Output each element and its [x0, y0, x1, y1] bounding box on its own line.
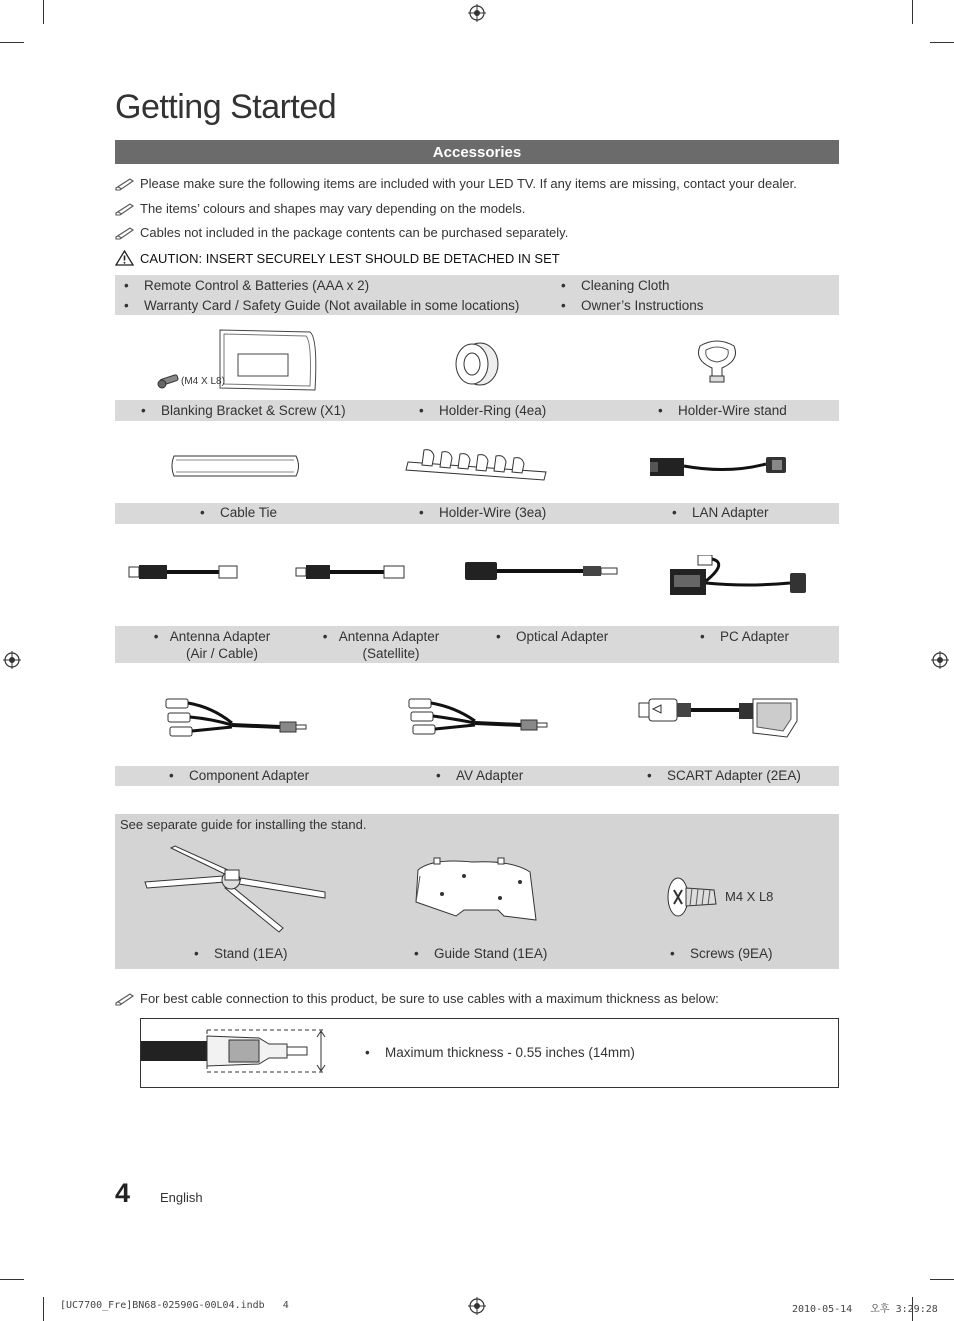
caution-line — [115, 250, 560, 266]
section-header: Accessories — [115, 140, 839, 164]
holder-wire-illustration — [404, 446, 550, 484]
item-caption: • Blanking Bracket & Screw (X1) — [141, 403, 346, 418]
cable-thickness-illustration — [141, 1026, 331, 1076]
list-item: • Remote Control & Batteries (AAA x 2) — [124, 278, 370, 293]
antenna-adapter-air-cable-illustration — [127, 560, 241, 584]
item-caption: • SCART Adapter (2EA) — [647, 768, 801, 783]
max-thickness-item: • Maximum thickness - 0.55 inches (14mm) — [365, 1045, 635, 1060]
registration-mark-icon — [3, 651, 21, 669]
stand-box-note: See separate guide for installing the stand. — [120, 817, 367, 832]
note-text: For best cable connection to this product, be sure to use cables with a maximum thickness as below: — [140, 991, 719, 1006]
item-caption-line2: (Air / Cable) — [185, 646, 258, 661]
list-item: • Owner’s Instructions — [561, 298, 704, 313]
pc-adapter-illustration — [668, 555, 810, 601]
holder-ring-illustration — [450, 340, 502, 388]
crop-mark — [0, 42, 24, 43]
crop-mark — [43, 1297, 44, 1321]
note-pencil-icon — [115, 177, 135, 191]
item-caption: • Holder-Wire stand — [658, 403, 787, 418]
av-adapter-illustration — [405, 695, 551, 741]
component-adapter-illustration — [162, 695, 310, 743]
item-caption: • PC Adapter — [700, 629, 790, 644]
lan-adapter-illustration — [648, 452, 790, 482]
crop-mark — [912, 0, 913, 24]
note-text: Please make sure the following items are included with your LED TV. If any items are missing, contact your dealer. — [140, 176, 797, 191]
antenna-adapter-satellite-illustration — [294, 560, 408, 584]
cable-tie-illustration — [170, 452, 302, 480]
registration-mark-icon — [468, 1297, 486, 1315]
note-text: The items’ colours and shapes may vary depending on the models. — [140, 201, 526, 216]
warning-triangle-icon — [115, 250, 134, 266]
page-number: 4 — [115, 1178, 131, 1208]
item-caption: • LAN Adapter — [672, 505, 769, 520]
scart-adapter-illustration — [637, 693, 801, 743]
note — [115, 225, 568, 240]
stand-screw-label: M4 X L8 — [725, 889, 774, 904]
registration-mark-icon — [931, 651, 949, 669]
item-caption: • AV Adapter — [436, 768, 524, 783]
item-caption: • Optical Adapter — [496, 629, 609, 644]
note-pencil-icon — [115, 226, 135, 240]
holder-wire-stand-illustration — [692, 338, 742, 384]
item-caption: • Holder-Ring (4ea) — [419, 403, 547, 418]
note-pencil-icon — [115, 992, 135, 1006]
crop-mark — [930, 1279, 954, 1280]
item-caption-line2: (Satellite) — [362, 646, 420, 661]
note-pencil-icon — [115, 202, 135, 216]
item-caption: • Cable Tie — [200, 505, 278, 520]
list-item: • Warranty Card / Safety Guide (Not available in some locations) — [124, 298, 520, 313]
note-text: Cables not included in the package contents can be purchased separately. — [140, 225, 569, 240]
item-caption: • Holder-Wire (3ea) — [419, 505, 547, 520]
item-caption: • Antenna Adapter — [322, 629, 440, 644]
item-caption: • Component Adapter — [169, 768, 310, 783]
crop-mark — [43, 0, 44, 24]
footer-timestamp: 2010-05-14 오후 3:29:28 — [792, 1304, 938, 1315]
item-caption: • Screws (9EA) — [670, 946, 773, 961]
item-caption: • Guide Stand (1EA) — [414, 946, 548, 961]
item-caption: • Antenna Adapter — [153, 629, 271, 644]
note — [115, 176, 797, 191]
list-item: • Cleaning Cloth — [561, 278, 670, 293]
note — [115, 201, 525, 216]
language-label: English — [160, 1190, 203, 1205]
note — [115, 991, 719, 1006]
guide-stand-illustration — [412, 856, 540, 924]
stand-illustration — [143, 842, 329, 934]
screw-illustration — [666, 876, 720, 918]
screw-label: (M4 X L8) — [181, 376, 225, 387]
page-title: Getting Started — [115, 88, 337, 126]
item-caption: • Stand (1EA) — [194, 946, 288, 961]
crop-mark — [930, 42, 954, 43]
blanking-bracket-illustration — [150, 326, 320, 394]
optical-adapter-illustration — [463, 558, 621, 584]
footer-file: [UC7700_Fre]BN68-02590G-00L04.indb 4 — [60, 1300, 289, 1311]
crop-mark — [0, 1279, 24, 1280]
caution-text: CAUTION: INSERT SECURELY LEST SHOULD BE DETACHED IN SET — [140, 250, 560, 266]
registration-mark-icon — [468, 4, 486, 22]
